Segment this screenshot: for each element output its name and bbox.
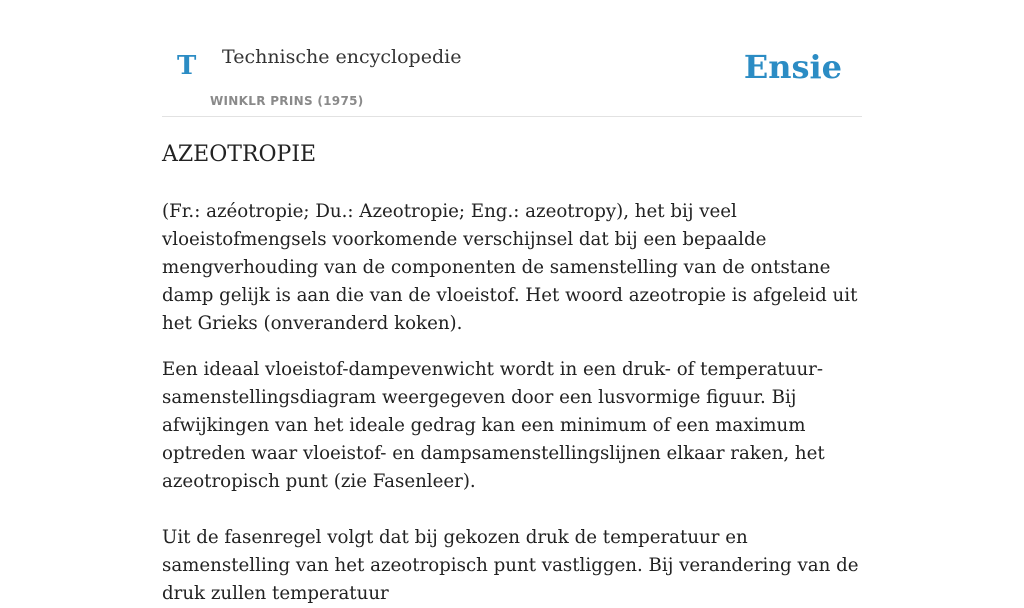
- article: [162, 138, 862, 608]
- entry-title: AZEOTROPIE: [162, 142, 317, 167]
- article-paragraph: Uit de fasenregel volgt dat bij gekozen druk de temperatuur en samenstelling van het azeotropisch punt vastliggen. Bij verandering van de druk zullen temperatuur: [162, 527, 859, 604]
- header: [162, 0, 862, 117]
- article-paragraph: (Fr.: azéotropie; Du.: Azeotropie; Eng.: azeotropy), het bij veel vloeistofmengsels voorkomende verschijnsel dat bij een bepaalde mengverhouding van de componenten de samenstelling van de ontstane damp gelijk is aan die van de vloeistof. Het woord azeotropie is afgeleid uit het Grieks (onveranderd koken).: [162, 201, 858, 334]
- source-subtitle: WINKLR PRINS (1975): [210, 94, 364, 108]
- category-logo-icon[interactable]: T: [177, 51, 197, 81]
- article-paragraph: Een ideaal vloeistof-dampevenwicht wordt in een druk- of temperatuur-samenstellingsdiagram weergegeven door een lusvormige figuur. Bij afwijkingen van het ideale gedrag kan een minimum of een maximum optreden waar vloeistof- en dampsamenstellingslijnen elkaar raken, het azeotropisch punt (zie Fasenleer).: [162, 359, 825, 492]
- brand-logo-link[interactable]: Ensie: [743, 48, 842, 86]
- site-title-link[interactable]: Technische encyclopedie: [222, 46, 462, 68]
